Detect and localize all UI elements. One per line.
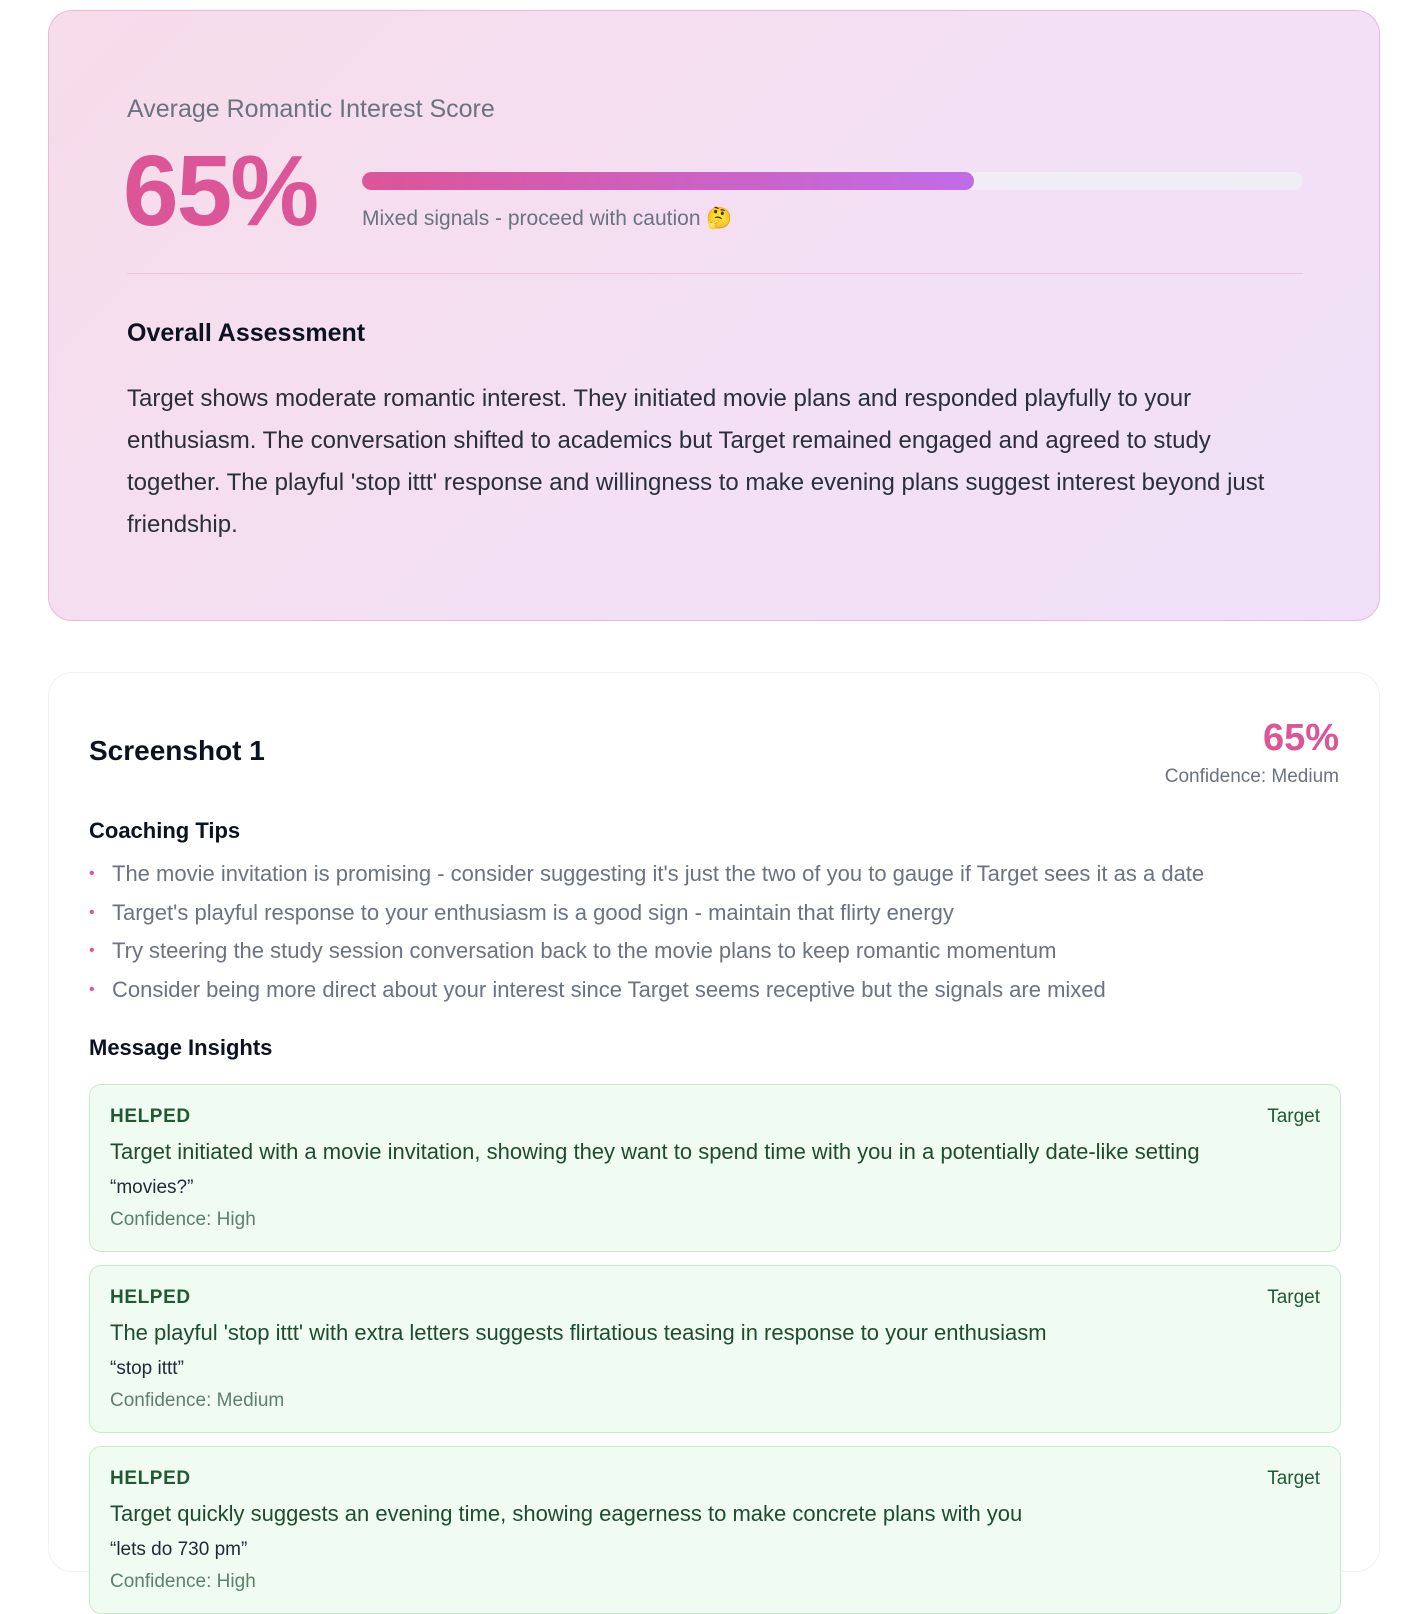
message-insight-card <box>89 1265 1341 1433</box>
screenshot-title: Screenshot 1 <box>89 735 265 766</box>
coaching-tip-text: Consider being more direct about your interest since Target seems receptive but the signals are mixed <box>112 976 1106 1002</box>
insight-quote: “movies?” <box>110 1177 194 1198</box>
coaching-tip <box>89 971 1204 1010</box>
summary-divider <box>127 273 1303 274</box>
insight-text: Target initiated with a movie invitation, showing they want to spend time with you in a potentially date-like setting <box>110 1139 1200 1164</box>
insight-text: The playful 'stop ittt' with extra letters suggests flirtatious teasing in response to your enthusiasm <box>110 1320 1047 1345</box>
summary-card <box>48 10 1380 621</box>
insight-confidence: Confidence: High <box>110 1571 256 1592</box>
insight-sender: Target <box>1267 1106 1320 1127</box>
bullet-icon: • <box>89 903 95 921</box>
score-progress-track <box>362 172 1303 190</box>
coaching-tip <box>89 894 1204 933</box>
insight-quote: “lets do 730 pm” <box>110 1539 248 1560</box>
screenshot-card <box>48 672 1380 1592</box>
signal-summary: Mixed signals - proceed with caution 🤔 <box>362 207 733 230</box>
insight-tag: HELPED <box>110 1287 191 1308</box>
insight-confidence: Confidence: High <box>110 1209 256 1230</box>
coaching-tip-text: The movie invitation is promising - consider suggesting it's just the two of you to gauge if Target sees it as a date <box>112 861 1205 886</box>
message-insights-title: Message Insights <box>89 1035 273 1060</box>
insight-tag: HELPED <box>110 1468 191 1489</box>
insight-sender: Target <box>1267 1468 1320 1489</box>
coaching-tip <box>89 855 1204 894</box>
coaching-tip-text: Target's playful response to your enthusiasm is a good sign - maintain that flirty energy <box>112 899 954 925</box>
message-insight-card <box>89 1446 1341 1614</box>
average-score-label: Average Romantic Interest Score <box>127 95 495 123</box>
insight-confidence: Confidence: Medium <box>110 1390 285 1411</box>
coaching-tips-title: Coaching Tips <box>89 818 241 843</box>
insight-text: Target quickly suggests an evening time, showing eagerness to make concrete plans with you <box>110 1501 1023 1526</box>
coaching-tip-text: Try steering the study session conversation back to the movie plans to keep romantic momentum <box>112 938 1057 963</box>
insight-sender: Target <box>1267 1287 1320 1308</box>
average-score-value: 65% <box>123 135 318 247</box>
overall-assessment-title: Overall Assessment <box>127 319 366 347</box>
bullet-icon: • <box>89 942 95 959</box>
coaching-tips-list <box>89 855 1204 1009</box>
message-insight-card <box>89 1084 1341 1252</box>
score-progress-fill <box>362 172 974 190</box>
overall-assessment-body: Target shows moderate romantic interest. They initiated movie plans and responded playfully to your enthusiasm. The conversation shifted to academics but Target remained engaged and agreed to study together. The playful 'stop ittt' response and willingness to make evening plans suggest interest beyond just friendship. <box>127 385 1265 538</box>
bullet-icon: • <box>89 980 95 998</box>
screenshot-score: 65% <box>1262 717 1339 759</box>
insight-quote: “stop ittt” <box>110 1358 184 1379</box>
screenshot-confidence: Confidence: Medium <box>1164 766 1339 787</box>
bullet-icon: • <box>89 865 95 882</box>
coaching-tip <box>89 932 1204 971</box>
insight-tag: HELPED <box>110 1106 191 1127</box>
